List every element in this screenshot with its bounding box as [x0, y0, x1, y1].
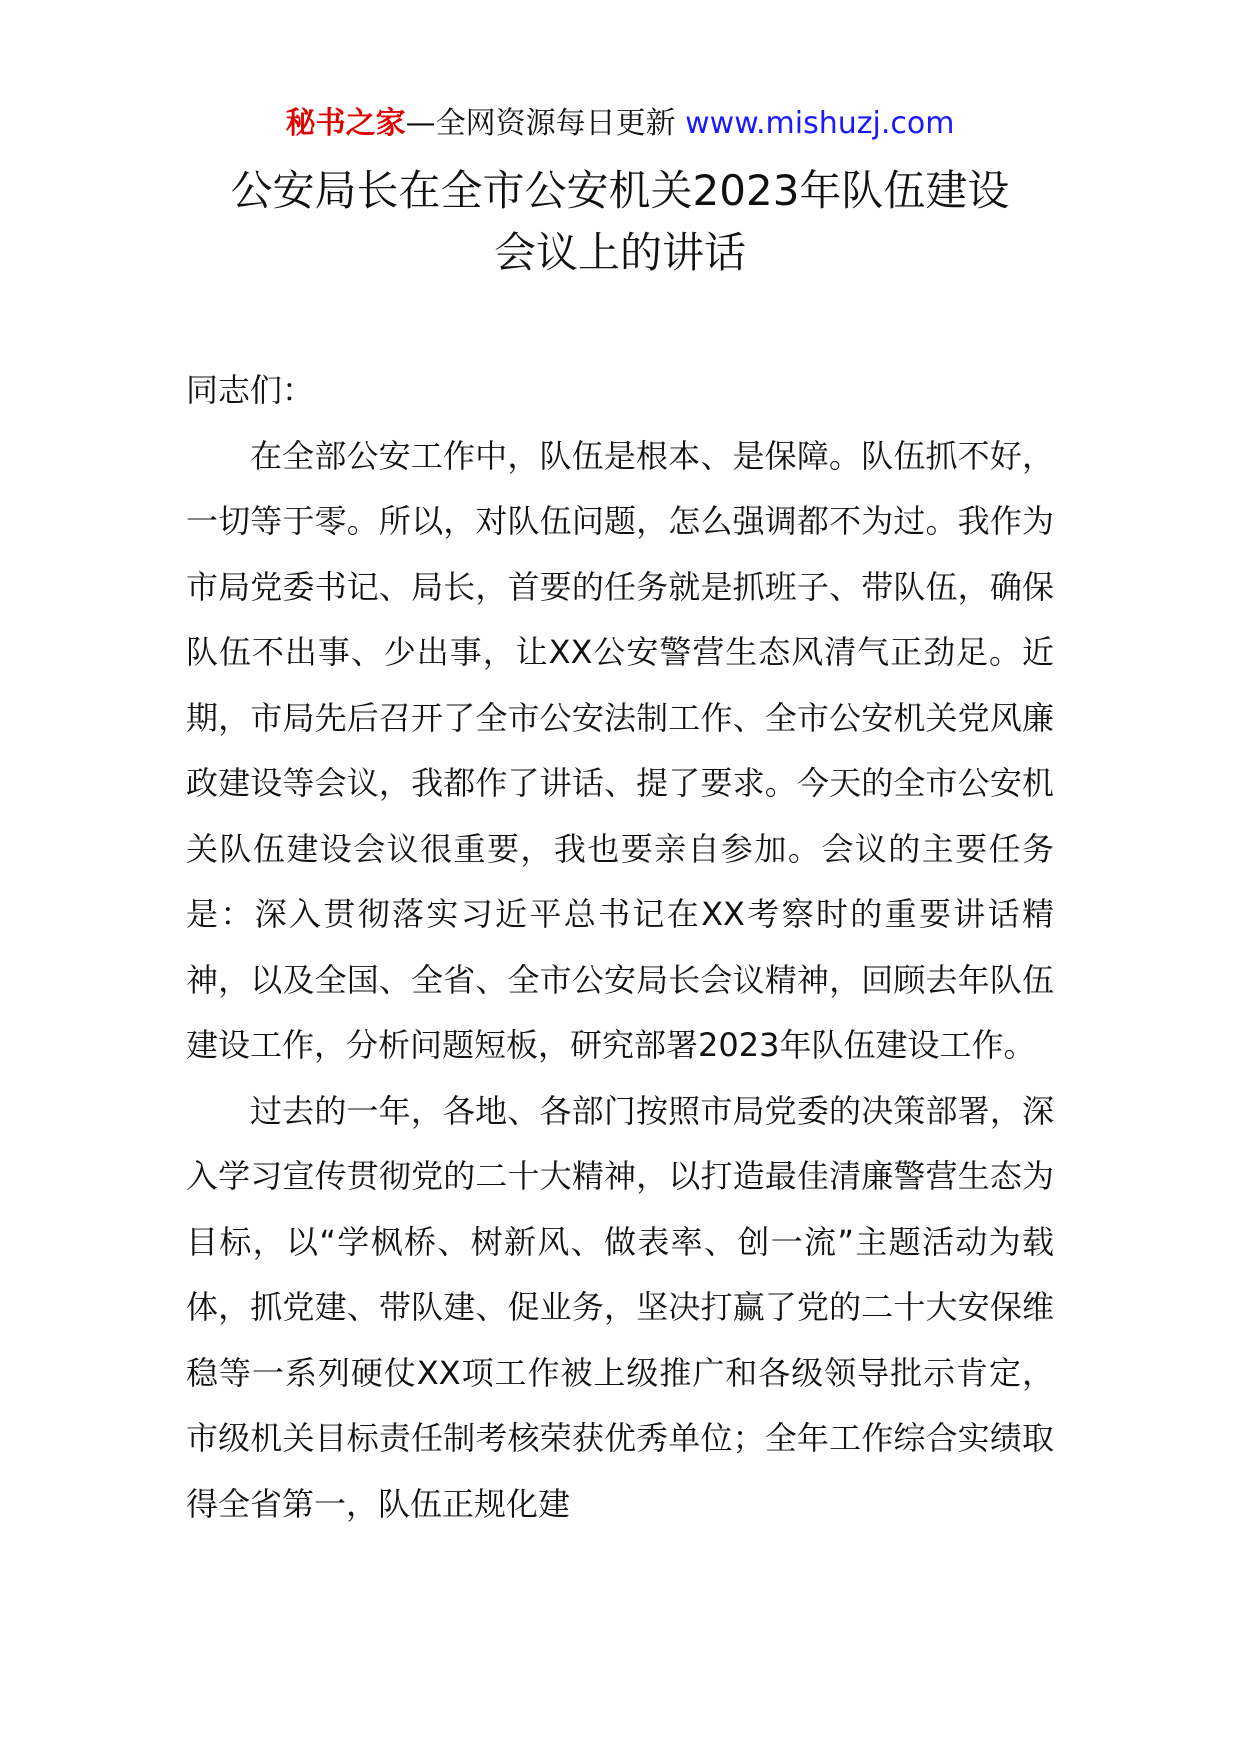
site-url-link[interactable]: www.mishuzj.com [685, 106, 955, 141]
salutation: 同志们： [186, 371, 315, 409]
brand-name: 秘书之家 [285, 106, 406, 141]
title-line-1: 公安局长在全市公安机关2023年队伍建设 [230, 166, 1010, 215]
body-paragraph-1: 在全部公安工作中，队伍是根本、是保障。队伍抓不好，一切等于零。所以，对队伍问题，怎么强调都不为过。我作为市局党委书记、局长，首要的任务就是抓班子、带队伍，确保队伍不出事、少出事，让XX公安警营生态风清气正劲足。近期，市局先后召开了全市公安法制工作、全市公安机关党风廉政建设等会议，我都作了讲话、提了要求。今天的全市公安机关队伍建设会议很重要，我也要亲自参加。会议的主要任务是：深入贯彻落实习近平总书记在XX考察时的重要讲话精神，以及全国、全省、全市公安局长会议精神，回顾去年队伍建设工作，分析问题短板，研究部署2023年队伍建设工作。 [186, 436, 1054, 1064]
title-line-2: 会议上的讲话 [493, 228, 746, 277]
header-tagline: —全网资源每日更新 [405, 106, 676, 141]
site-watermark-header [0, 100, 1240, 148]
document-title [0, 160, 1240, 284]
document-body [186, 358, 1054, 1537]
body-paragraph-2: 过去的一年，各地、各部门按照市局党委的决策部署，深入学习宣传贯彻党的二十大精神，以打造最佳清廉警营生态为目标，以“学枫桥、树新风、做表率、创一流”主题活动为载体，抓党建、带队建、促业务，坚决打赢了党的二十大安保维稳等一系列硬仗XX项工作被上级推广和各级领导批示肯定，市级机关目标责任制考核荣获优秀单位；全年工作综合实绩取得全省第一，队伍正规化建 [186, 1091, 1054, 1523]
